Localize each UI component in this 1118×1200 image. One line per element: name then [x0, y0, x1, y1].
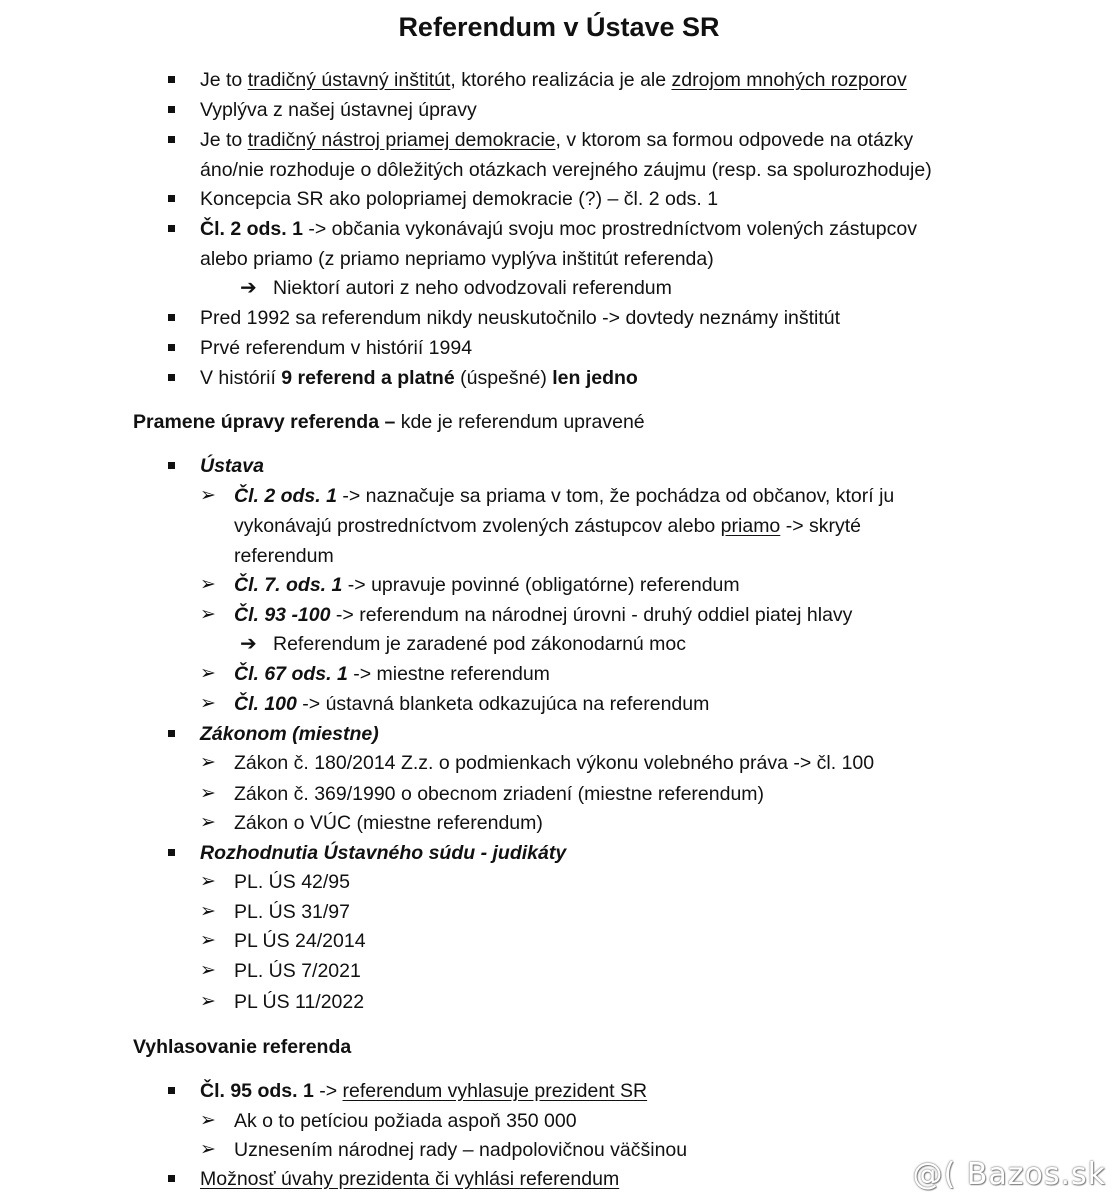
- sub-list-item: Čl. 100 -> ústavná blanketa odkazujúca na referendum: [234, 693, 710, 715]
- square-bullet-icon: [168, 195, 175, 202]
- sub-list-item: Ak o to petíciou požiada aspoň 350 000: [234, 1110, 577, 1132]
- square-bullet-icon: [168, 1087, 175, 1094]
- sub-list-item: Zákon č. 369/1990 o obecnom zriadení (miestne referendum): [234, 783, 765, 805]
- sub-list-item: Zákon o VÚC (miestne referendum): [234, 812, 543, 834]
- sub-list-item: Čl. 7. ods. 1 -> upravuje povinné (obligatórne) referendum: [234, 574, 740, 596]
- square-bullet-icon: [168, 314, 175, 321]
- sub-list-item: Čl. 2 ods. 1 -> naznačuje sa priama v tom, že pochádza od občanov, ktorí ju: [234, 485, 895, 507]
- square-bullet-icon: [168, 1175, 175, 1182]
- square-bullet-icon: [168, 136, 175, 143]
- square-bullet-icon: [168, 344, 175, 351]
- square-bullet-icon: [168, 76, 175, 83]
- section-heading-pramene: Pramene úpravy referenda – kde je referendum upravené: [133, 411, 645, 433]
- sub-list-item: PL. ÚS 42/95: [234, 871, 350, 893]
- chevron-arrow-icon: ➢: [200, 693, 216, 714]
- sub-list-item: PL ÚS 24/2014: [234, 930, 366, 952]
- sub-list-item: Čl. 93 -100 -> referendum na národnej úrovni - druhý oddiel piatej hlavy: [234, 604, 853, 626]
- list-item-zakonom: Zákonom (miestne): [200, 723, 379, 745]
- sub-list-item: Čl. 67 ods. 1 -> miestne referendum: [234, 663, 550, 685]
- sub-list-item: PL ÚS 11/2022: [234, 991, 365, 1013]
- watermark-logo: @( Bazos.sk: [912, 1157, 1106, 1192]
- page-title: Referendum v Ústave SR: [398, 12, 720, 42]
- sub-list-item: PL. ÚS 7/2021: [234, 960, 361, 982]
- chevron-arrow-icon: ➢: [200, 574, 216, 595]
- list-item: Čl. 95 ods. 1 -> referendum vyhlasuje prezident SR: [200, 1080, 648, 1102]
- sub-list-item: PL. ÚS 31/97: [234, 901, 350, 923]
- square-bullet-icon: [168, 849, 175, 856]
- sub-list-item: Zákon č. 180/2014 Z.z. o podmienkach výkonu volebného práva -> čl. 100: [234, 752, 875, 774]
- chevron-arrow-icon: ➢: [200, 991, 216, 1012]
- chevron-arrow-icon: ➢: [200, 604, 216, 625]
- list-item: Je to tradičný nástroj priamej demokracie, v ktorom sa formou odpovede na otázky: [200, 129, 914, 151]
- list-item: V histórií 9 referend a platné (úspešné) len jedno: [200, 367, 638, 389]
- sub-list-item: Uznesením národnej rady – nadpolovičnou väčšinou: [234, 1139, 688, 1161]
- chevron-arrow-icon: ➢: [200, 1110, 216, 1131]
- sub-list-item-continuation: referendum: [234, 545, 334, 567]
- square-bullet-icon: [168, 730, 175, 737]
- square-bullet-icon: [168, 106, 175, 113]
- list-item: Pred 1992 sa referendum nikdy neuskutočnilo -> dovtedy neznámy inštitút: [200, 307, 841, 329]
- list-item-continuation: alebo priamo (z priamo nepriamo vyplýva inštitút referenda): [200, 248, 714, 270]
- chevron-arrow-icon: ➢: [200, 871, 216, 892]
- square-bullet-icon: [168, 374, 175, 381]
- chevron-arrow-icon: ➢: [200, 485, 216, 506]
- chevron-arrow-icon: ➢: [200, 752, 216, 773]
- square-bullet-icon: [168, 462, 175, 469]
- chevron-arrow-icon: ➢: [200, 663, 216, 684]
- chevron-arrow-icon: ➢: [200, 812, 216, 833]
- list-item-rozhodnutia: Rozhodnutia Ústavného súdu - judikáty: [200, 842, 567, 864]
- chevron-arrow-icon: ➢: [200, 930, 216, 951]
- bold-right-arrow-icon: ➔: [240, 277, 257, 299]
- list-item: Je to tradičný ústavný inštitút, ktorého realizácia je ale zdrojom mnohých rozporov: [200, 69, 907, 91]
- list-item-continuation: áno/nie rozhoduje o dôležitých otázkach verejného záujmu (resp. sa spolurozhoduje): [200, 159, 932, 181]
- section-heading-vyhlasovanie: Vyhlasovanie referenda: [133, 1036, 352, 1058]
- square-bullet-icon: [168, 225, 175, 232]
- list-item: Prvé referendum v histórií 1994: [200, 337, 473, 359]
- chevron-arrow-icon: ➢: [200, 1139, 216, 1160]
- sub-list-item-continuation: vykonávajú prostredníctvom zvolených zástupcov alebo priamo -> skryté: [234, 515, 862, 537]
- list-item: Čl. 2 ods. 1 -> občania vykonávajú svoju moc prostredníctvom volených zástupcov: [200, 218, 917, 240]
- chevron-arrow-icon: ➢: [200, 901, 216, 922]
- list-item: Možnosť úvahy prezidenta či vyhlási referendum: [200, 1168, 620, 1190]
- list-item-ustava: Ústava: [200, 455, 264, 477]
- bold-right-arrow-icon: ➔: [240, 633, 257, 655]
- chevron-arrow-icon: ➢: [200, 960, 216, 981]
- sub-list-item: Niektorí autori z neho odvodzovali referendum: [273, 277, 672, 299]
- chevron-arrow-icon: ➢: [200, 783, 216, 804]
- sub-sub-list-item: Referendum je zaradené pod zákonodarnú moc: [273, 633, 687, 655]
- list-item: Koncepcia SR ako polopriamej demokracie (?) – čl. 2 ods. 1: [200, 188, 719, 210]
- list-item: Vyplýva z našej ústavnej úpravy: [200, 99, 477, 121]
